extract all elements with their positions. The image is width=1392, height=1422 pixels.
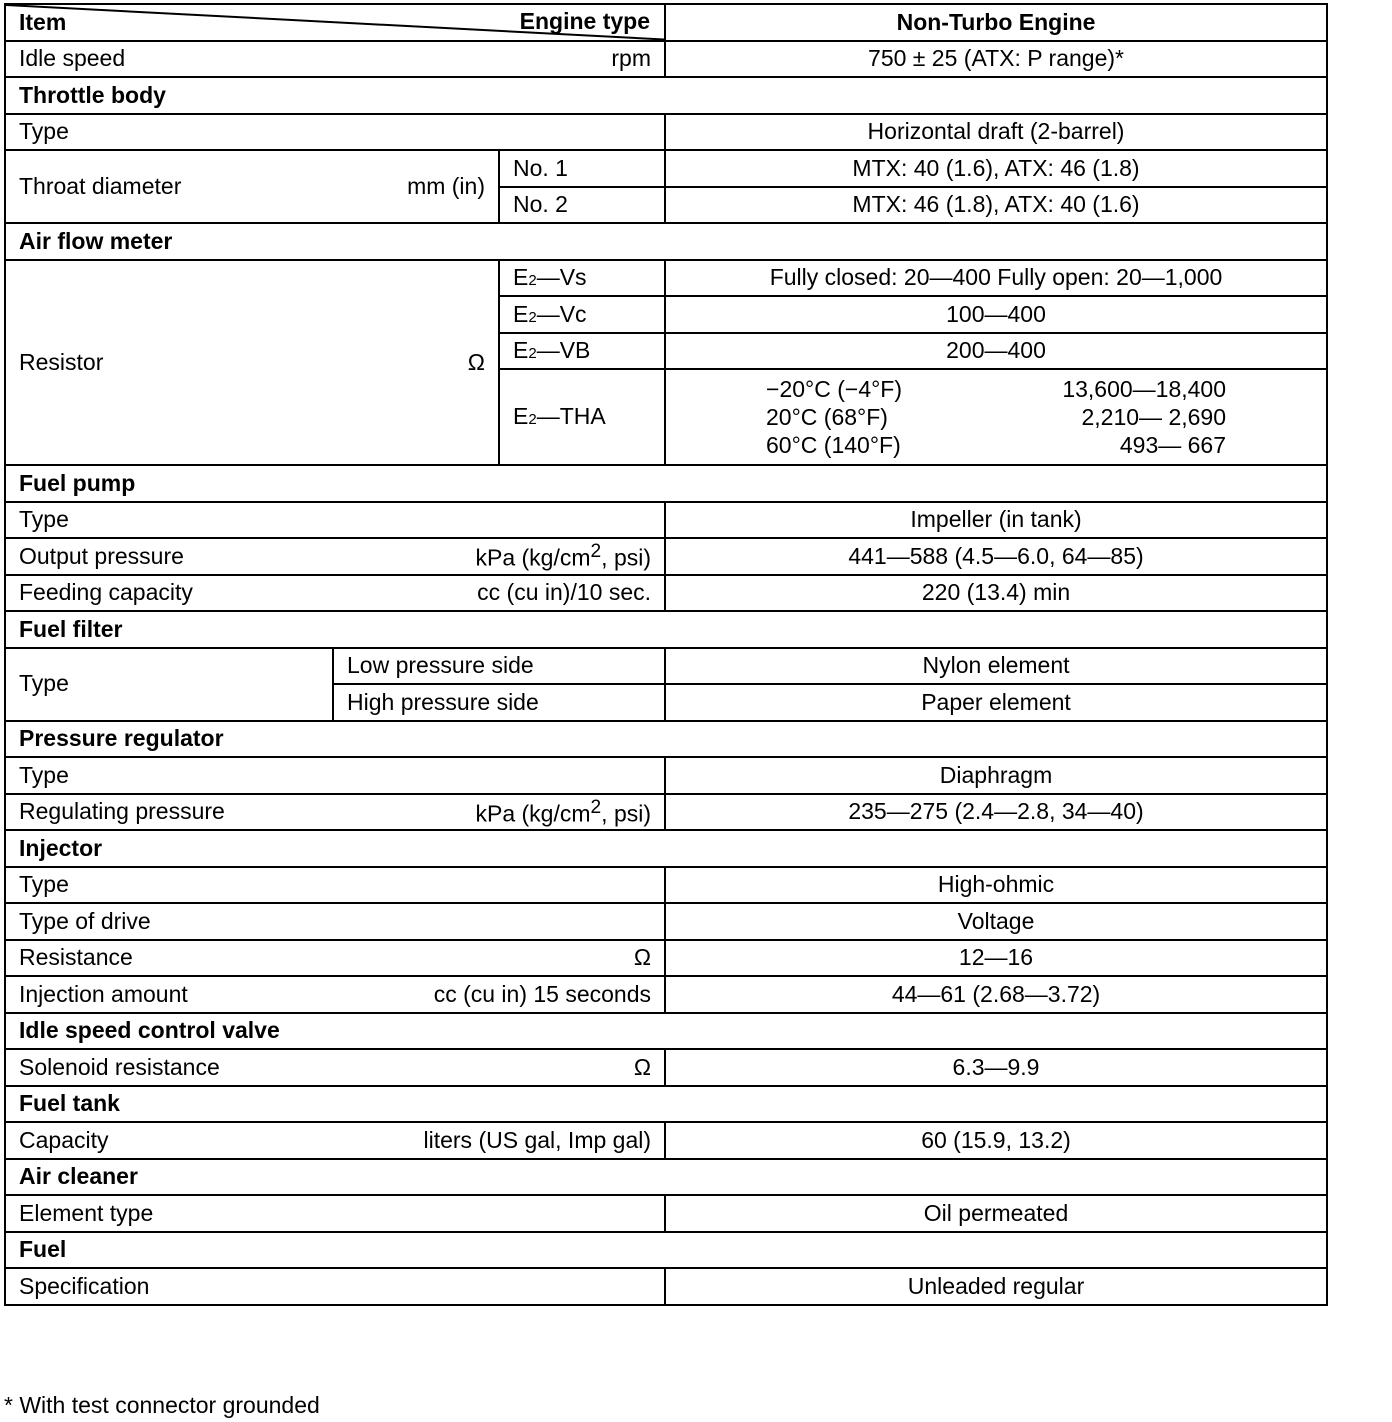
drive-type-value: Voltage [665,903,1327,940]
throat-diameter-label-cell [5,150,499,223]
throat-diameter-unit: mm (in) [407,172,485,199]
high-pressure-label: High pressure side [333,684,665,721]
throat-no1-value: MTX: 40 (1.6), ATX: 46 (1.8) [665,150,1327,187]
fuel-pump-type-value: Impeller (in tank) [665,502,1327,539]
table-row [5,502,1327,539]
unit-text: , psi) [601,800,652,827]
header-row [5,4,1327,41]
idle-speed-unit: rpm [611,45,652,72]
throat-no2-label: No. 2 [499,187,665,224]
feeding-capacity-unit: cc (cu in)/10 sec. [477,579,652,606]
section-row [5,611,1327,648]
regulator-type-label: Type [5,757,665,794]
fuel-filter-title: Fuel filter [5,611,1327,648]
injector-type-label: Type [5,867,665,904]
tha-temp: −20°C (−4°F) [766,375,903,402]
capacity-label: Capacity [19,1126,109,1153]
terminal-tha-value [665,369,1327,465]
injector-resistance-label-cell [5,940,665,977]
table-row [5,1049,1327,1086]
terminal-suffix: —Vs [536,264,587,291]
terminal-prefix: E [513,300,529,327]
injection-amount-unit: cc (cu in) 15 seconds [433,980,652,1007]
table-row [5,575,1327,612]
solenoid-resistance-unit: Ω [633,1053,652,1080]
table-row [5,1268,1327,1305]
resistor-label-cell [5,260,499,466]
unit-superscript: 2 [590,796,602,818]
throttle-body-title: Throttle body [5,77,1327,114]
idle-speed-value: 750 ± 25 (ATX: P range)* [665,41,1327,78]
element-type-value: Oil permeated [665,1195,1327,1232]
terminal-subscript: 2 [528,345,537,363]
section-row [5,1013,1327,1050]
solenoid-resistance-label-cell [5,1049,665,1086]
injector-resistance-label: Resistance [19,944,133,971]
tha-temp: 60°C (140°F) [766,432,901,459]
header-item-cell [5,4,665,41]
spec-table [4,3,1328,1306]
table-row [5,538,1327,575]
air-cleaner-title: Air cleaner [5,1159,1327,1196]
regulating-pressure-label-cell [5,794,665,831]
injection-amount-value: 44—61 (2.68—3.72) [665,976,1327,1013]
element-type-label: Element type [5,1195,665,1232]
table-row [5,260,1327,297]
table-row [5,648,1327,685]
throttle-type-value: Horizontal draft (2-barrel) [665,114,1327,151]
table-row [5,114,1327,151]
capacity-label-cell [5,1122,665,1159]
idle-speed-label-cell [5,41,665,78]
terminal-suffix: —Vc [536,300,587,327]
terminal-suffix: —THA [536,403,606,430]
injector-resistance-unit: Ω [633,944,652,971]
solenoid-resistance-value: 6.3—9.9 [665,1049,1327,1086]
section-row [5,77,1327,114]
specification-value: Unleaded regular [665,1268,1327,1305]
terminal-vb-label [499,333,665,370]
fuel-filter-type-label: Type [5,648,333,721]
tha-temp: 20°C (68°F) [766,403,888,430]
isc-valve-title: Idle speed control valve [5,1013,1327,1050]
feeding-capacity-label: Feeding capacity [19,579,193,606]
terminal-prefix: E [513,403,529,430]
solenoid-resistance-label: Solenoid resistance [19,1053,220,1080]
section-row [5,1086,1327,1123]
drive-type-label: Type of drive [5,903,665,940]
terminal-prefix: E [513,264,529,291]
terminal-vs-label [499,260,665,297]
terminal-vs-value: Fully closed: 20—400 Fully open: 20—1,000 [665,260,1327,297]
terminal-subscript: 2 [528,308,537,326]
table-row [5,150,1327,187]
table-row [5,903,1327,940]
section-row [5,830,1327,867]
terminal-vc-label [499,296,665,333]
terminal-suffix: —VB [536,337,591,364]
throttle-type-label: Type [5,114,665,151]
pressure-regulator-title: Pressure regulator [5,721,1327,758]
item-header: Item [19,9,67,36]
table-row [5,867,1327,904]
fuel-pump-type-label: Type [5,502,665,539]
footnote: * With test connector grounded [4,1392,320,1418]
tha-range: 13,600—18,400 [1062,375,1227,402]
resistor-label: Resistor [19,348,104,375]
table-row [5,757,1327,794]
capacity-unit: liters (US gal, Imp gal) [423,1126,652,1153]
section-row [5,223,1327,260]
output-pressure-label: Output pressure [19,542,184,569]
terminal-subscript: 2 [528,272,537,290]
unit-text: , psi) [601,544,652,571]
terminal-vb-value: 200—400 [665,333,1327,370]
regulating-pressure-unit [475,797,651,827]
terminal-prefix: E [513,337,529,364]
engine-type-header: Engine type [519,8,651,34]
air-flow-meter-title: Air flow meter [5,223,1327,260]
table-row [5,1122,1327,1159]
regulating-pressure-value: 235—275 (2.4—2.8, 34—40) [665,794,1327,831]
feeding-capacity-value: 220 (13.4) min [665,575,1327,612]
engine-value-header: Non-Turbo Engine [665,4,1327,41]
low-pressure-label: Low pressure side [333,648,665,685]
throat-no1-label: No. 1 [499,150,665,187]
injection-amount-label-cell [5,976,665,1013]
table-row [5,940,1327,977]
section-row [5,465,1327,502]
unit-text: kPa (kg/cm [475,544,591,571]
section-row [5,1232,1327,1269]
injector-type-value: High-ohmic [665,867,1327,904]
fuel-pump-title: Fuel pump [5,465,1327,502]
unit-superscript: 2 [590,541,602,563]
low-pressure-value: Nylon element [665,648,1327,685]
throat-no2-value: MTX: 46 (1.8), ATX: 40 (1.6) [665,187,1327,224]
table-row [5,1195,1327,1232]
feeding-capacity-label-cell [5,575,665,612]
spec-sheet [4,3,1326,1306]
table-row [5,976,1327,1013]
output-pressure-value: 441—588 (4.5—6.0, 64—85) [665,538,1327,575]
unit-text: kPa (kg/cm [475,800,591,827]
resistor-unit: Ω [467,348,485,375]
injection-amount-label: Injection amount [19,980,188,1007]
specification-label: Specification [5,1268,665,1305]
throat-diameter-label: Throat diameter [19,172,182,199]
tha-temperature-grid [766,375,1226,459]
regulator-type-value: Diaphragm [665,757,1327,794]
tha-range: 493— 667 [1119,432,1227,459]
output-pressure-label-cell [5,538,665,575]
injector-resistance-value: 12—16 [665,940,1327,977]
idle-speed-label: Idle speed [19,45,126,72]
terminal-subscript: 2 [528,411,537,429]
injector-title: Injector [5,830,1327,867]
fuel-title: Fuel [5,1232,1327,1269]
terminal-tha-label [499,369,665,465]
fuel-tank-title: Fuel tank [5,1086,1327,1123]
section-row [5,721,1327,758]
output-pressure-unit [475,541,651,571]
table-row [5,794,1327,831]
idle-speed-row [5,41,1327,78]
terminal-vc-value: 100—400 [665,296,1327,333]
tha-range: 2,210— 2,690 [1081,403,1227,430]
regulating-pressure-label: Regulating pressure [19,798,225,825]
section-row [5,1159,1327,1196]
high-pressure-value: Paper element [665,684,1327,721]
capacity-value: 60 (15.9, 13.2) [665,1122,1327,1159]
